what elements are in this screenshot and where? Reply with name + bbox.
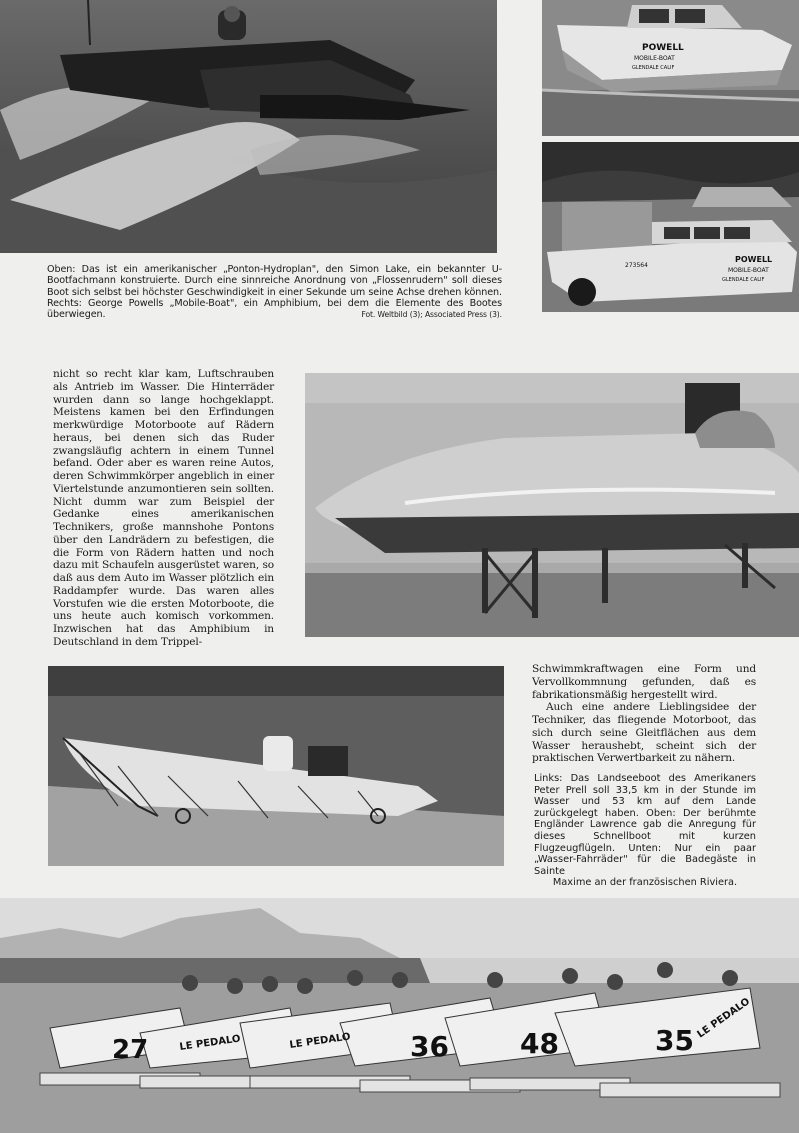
body-paragraph-2: Schwimmkraftwagen eine Form und Vervollkommnung gefunden, daß es fabrikationsmäßig hergestellt wird. — [532, 663, 756, 701]
plate-number: 273564 — [625, 262, 648, 269]
boat-number-27: 27 — [112, 1035, 149, 1065]
body-text-column-left — [53, 368, 274, 649]
powell-sign-1: POWELL — [642, 43, 684, 53]
glendale-label-1: GLENDALE CALIF — [632, 65, 675, 71]
powell-sign-2: POWELL — [735, 255, 773, 264]
le-pedalo-label-3: LE PEDALO — [695, 996, 753, 1041]
le-pedalo-label-1: LE PEDALO — [178, 1033, 242, 1053]
photo-ponton-hydroplan — [0, 0, 497, 253]
body-paragraph-1: nicht so recht klar kam, Luftschrauben als Antrieb im Wasser. Die Hinterräder wurden dann so lange hochgeklappt. Meistens kamen bei den Erfindungen merkwürdige Motorboote auf Rädern heraus, bei denen sich das Ruder zwangsläufig achtern in einem Tunnel befand. Oder aber es waren reine Autos, deren Schwimmkörper angeblich in einer Viertelstunde anzumontieren sein sollten. Nicht dumm war zum Beispiel der Gedanke eines amerikanischen Technikers, große mannshohe Pontons über den Landrädern zu befestigen, die die Form von Rädern hatten und noch dazu mit Schaufeln ausgerüstet waren, so daß aus dem Auto im Wasser plötzlich ein Raddampfer wurde. Das waren alles Vorstufen wie die ersten Motorboote, die uns heute auch komisch vorkommen. Inzwischen hat das Amphibium in Deutschland in dem Trippel- — [53, 368, 274, 648]
boat-number-36: 36 — [410, 1030, 449, 1063]
photo-le-pedalo-riviera — [0, 898, 799, 1133]
photo-lawrence-schnellboot — [305, 373, 799, 637]
glendale-label-2: GLENDALE CALIF — [722, 277, 765, 283]
mobile-boat-label-1: MOBILE-BOAT — [634, 55, 675, 62]
photo-powell-mobile-boat-land — [542, 142, 799, 312]
mobile-boat-label-2: MOBILE-BOAT — [728, 267, 769, 274]
boat-number-35: 35 — [655, 1024, 694, 1057]
caption-right — [534, 773, 756, 889]
body-paragraph-3: Auch eine andere Lieblingsidee der Techniker, das fliegende Motorboot, das sich durch seine Gleitflächen aus dem Wasser heraushebt, scheint sich der praktischen Verwertbarkeit zu nähern. — [532, 701, 756, 765]
le-pedalo-label-2: LE PEDALO — [288, 1031, 352, 1051]
photo-powell-mobile-boat-water — [542, 0, 799, 136]
body-text-column-right — [532, 663, 756, 765]
boat-number-48: 48 — [520, 1027, 559, 1060]
photo-prell-landseeboot — [48, 666, 504, 866]
caption-top-text: Oben: Das ist ein amerikanischer „Ponton-Hydroplan", den Simon Lake, ein bekannter U-Bootfachmann konstruierte. Durch eine sinnreiche Anordnung von „Flossenrudern" soll dieses Boot sich selbst bei höchster Geschwindigkeit in einer Sekunde um seine Achse drehen können. Rechts: George Powells „Mobile-Boat", ein Amphibium, bei dem die Elemente des Bootes überwiegen. — [47, 264, 502, 321]
photo-credit: Fot. Weltbild (3); Associated Press (3). — [361, 310, 502, 320]
caption-top — [47, 264, 502, 320]
caption-right-last-line: Maxime an der französischen Riviera. — [552, 877, 738, 889]
caption-right-text: Links: Das Landseeboot des Amerikaners Peter Prell soll 33,5 km in der Stunde im Wasser und 53 km auf dem Lande zurückgelegt haben. Oben: Der berühmte Engländer Lawrence gab die Anregung für dieses Schnellboot mit kurzen Flugzeugflügeln. Unten: Nur ein paar „Wasser-Fahrräder" für die Badegäste in Sainte — [534, 773, 756, 877]
